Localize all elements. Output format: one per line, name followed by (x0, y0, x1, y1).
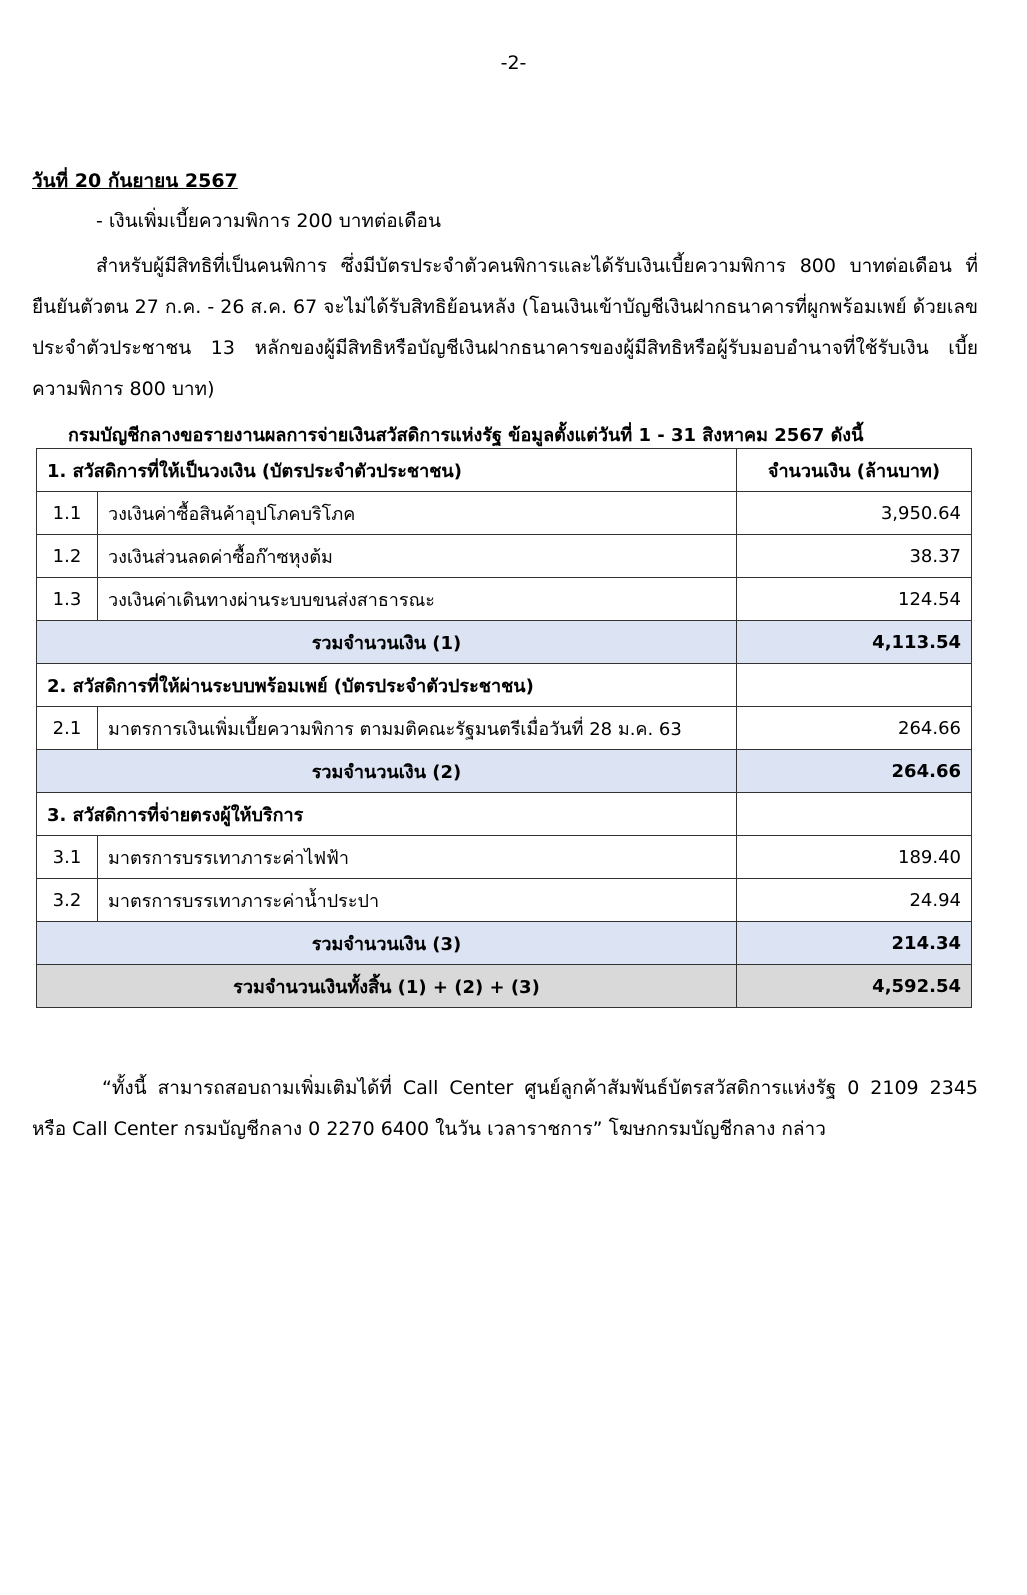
row-number: 1.3 (37, 578, 98, 621)
row-number: 2.1 (37, 707, 98, 750)
table-section-3 (37, 793, 972, 836)
amount-column-header: จำนวนเงิน (ล้านบาท) (737, 449, 972, 492)
subtotal-row-1 (37, 621, 972, 664)
table-row (37, 492, 972, 535)
grand-total-row (37, 965, 972, 1008)
table-row (37, 836, 972, 879)
bullet-item: - เงินเพิ่มเบี้ยความพิการ 200 บาทต่อเดือน (96, 210, 441, 232)
row-number: 3.1 (37, 836, 98, 879)
row-label: วงเงินค่าซื้อสินค้าอุปโภคบริโภค (98, 492, 737, 535)
empty-cell (737, 664, 972, 707)
body-paragraph: สำหรับผู้มีสิทธิที่เป็นคนพิการ ซึ่งมีบัตรประจำตัวคนพิการและได้รับเงินเบี้ยความพิการ 800 บาทต่อเดือน ที่ยืนยันตัวตน 27 ก.ค. - 26 ส.ค. 67 จะไม่ได้รับสิทธิย้อนหลัง (โอนเงินเข้าบัญชีเงินฝากธนาคารที่ผูกพร้อมเพย์ ด้วยเลขประจำตัวประชาชน 13 หลักของผู้มีสิทธิหรือบัญชีเงินฝากธนาคารของผู้มีสิทธิหรือผู้รับมอบอำนาจที่ใช้รับเงิน เบี้ยความพิการ 800 บาท) (32, 255, 978, 400)
row-label: มาตรการบรรเทาภาระค่าน้ำประปา (98, 879, 737, 922)
subtotal-label: รวมจำนวนเงิน (3) (37, 922, 737, 965)
page-number: -2- (500, 52, 527, 74)
subtotal-label: รวมจำนวนเงิน (1) (37, 621, 737, 664)
report-heading: กรมบัญชีกลางขอรายงานผลการจ่ายเงินสวัสดิการแห่งรัฐ ข้อมูลตั้งแต่วันที่ 1 - 31 สิงหาคม 2567 ดังนี้ (68, 425, 864, 446)
subtotal-amount: 264.66 (737, 750, 972, 793)
row-number: 1.2 (37, 535, 98, 578)
subtotal-amount: 214.34 (737, 922, 972, 965)
row-amount: 24.94 (737, 879, 972, 922)
table-row (37, 535, 972, 578)
row-label: วงเงินส่วนลดค่าซื้อก๊าซหุงต้ม (98, 535, 737, 578)
document-body (32, 166, 978, 454)
subtotal-amount: 4,113.54 (737, 621, 972, 664)
table-section-2 (37, 664, 972, 707)
row-amount: 189.40 (737, 836, 972, 879)
row-amount: 264.66 (737, 707, 972, 750)
row-amount: 38.37 (737, 535, 972, 578)
table-row (37, 707, 972, 750)
grand-total-label: รวมจำนวนเงินทั้งสิ้น (1) + (2) + (3) (37, 965, 737, 1008)
subtotal-row-3 (37, 922, 972, 965)
row-label: มาตรการบรรเทาภาระค่าไฟฟ้า (98, 836, 737, 879)
date-heading: วันที่ 20 กันยายน 2567 (32, 170, 238, 192)
table-row (37, 578, 972, 621)
section-3-label: 3. สวัสดิการที่จ่ายตรงผู้ให้บริการ (37, 793, 737, 836)
row-label: มาตรการเงินเพิ่มเบี้ยความพิการ ตามมติคณะรัฐมนตรีเมื่อวันที่ 28 ม.ค. 63 (98, 707, 737, 750)
row-amount: 124.54 (737, 578, 972, 621)
welfare-payment-table (36, 448, 972, 1008)
section-2-label: 2. สวัสดิการที่ให้ผ่านระบบพร้อมเพย์ (บัตรประจำตัวประชาชน) (37, 664, 737, 707)
section-1-label: 1. สวัสดิการที่ให้เป็นวงเงิน (บัตรประจำตัวประชาชน) (37, 449, 737, 492)
table-row (37, 879, 972, 922)
row-amount: 3,950.64 (737, 492, 972, 535)
empty-cell (737, 793, 972, 836)
row-number: 1.1 (37, 492, 98, 535)
row-number: 3.2 (37, 879, 98, 922)
grand-total-amount: 4,592.54 (737, 965, 972, 1008)
closing-paragraph: “ทั้งนี้ สามารถสอบถามเพิ่มเติมได้ที่ Call Center ศูนย์ลูกค้าสัมพันธ์บัตรสวัสดิการแห่งรัฐ 0 2109 2345 หรือ Call Center กรมบัญชีกลาง 0 2270 6400 ในวัน เวลาราชการ” โฆษกกรมบัญชีกลาง กล่าว (32, 1077, 978, 1140)
subtotal-label: รวมจำนวนเงิน (2) (37, 750, 737, 793)
table-section-1 (37, 449, 972, 492)
subtotal-row-2 (37, 750, 972, 793)
row-label: วงเงินค่าเดินทางผ่านระบบขนส่งสาธารณะ (98, 578, 737, 621)
